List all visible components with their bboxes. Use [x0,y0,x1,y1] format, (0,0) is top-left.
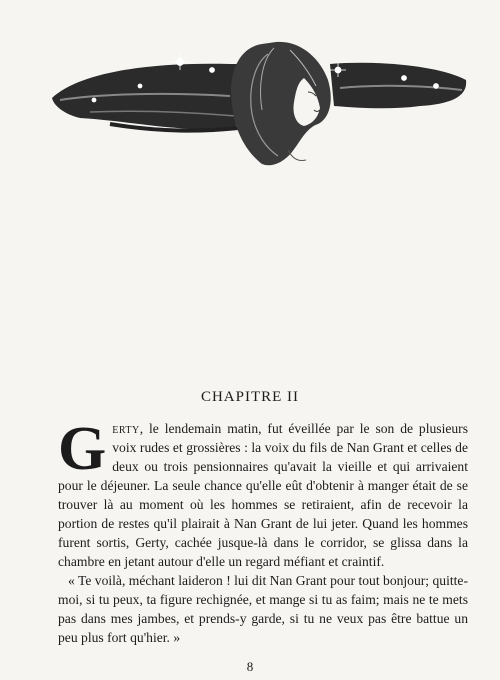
chapter-title: CHAPITRE II [200,389,300,405]
first-paragraph [58,415,468,571]
chapter-body [58,415,468,647]
lead-smallcaps: erty [112,421,140,436]
page-number: 8 [246,659,254,674]
first-paragraph-text: , le lendemain matin, fut éveillée par le son de plusieurs voix rudes et grossières : la voix du fils de Nan Grant et celles de deux ou trois pensionnaires qu'avait la vieille et qui arrivaient pour le déjeuner. La seule chance qu'elle eût d'obtenir à manger était de se trouver là au moment où les hommes se retiraient, afin de recevoir la portion de restes qu'il plairait à Nan Grant de lui jeter. Quand les hommes furent sortis, Gerty, cachée jusque-là dans le corridor, se glissa dans la chambre en jetant autour d'elle un regard méfiant et craintif. [58,421,468,569]
girl-portrait [231,42,331,165]
second-paragraph: « Te voilà, méchant laideron ! lui dit Nan Grant pour tout bonjour; quitte-moi, si tu peux, ta figure rechignée, et mange si tu as faim; mais ne te mets pas dans mes jambes, et prends-y garde, si tu ne veux pas être battue un peu plus fort qu'hier. » [58,573,468,645]
drop-cap: G [58,415,107,483]
chapter-header-illustration [0,0,500,175]
